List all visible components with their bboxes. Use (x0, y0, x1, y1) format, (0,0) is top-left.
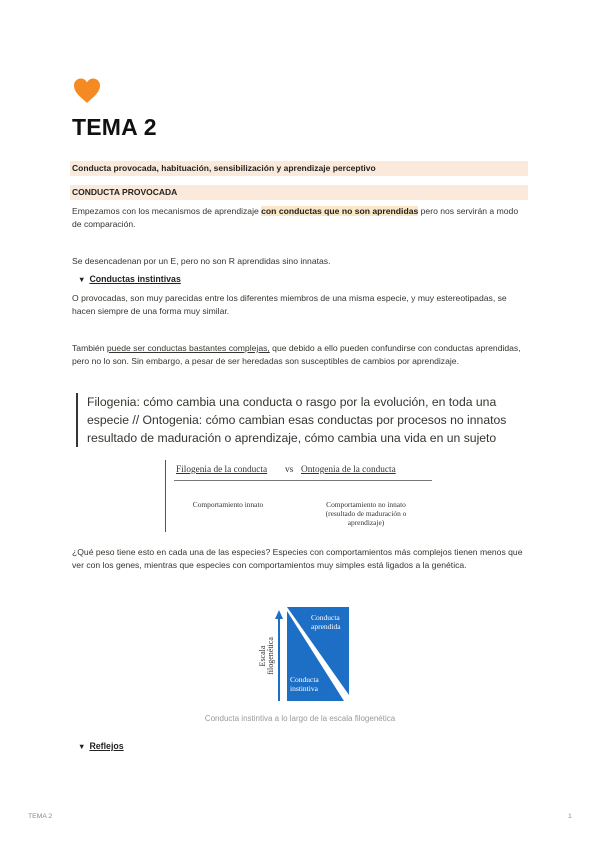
intro-paragraph (72, 205, 528, 230)
label-conducta-instintiva-1: Conducta (290, 675, 319, 684)
heart-shape (74, 79, 100, 104)
toggle-label: Conductas instintivas (89, 274, 181, 284)
table-header-filogenia: Filogenia de la conducta (176, 465, 268, 475)
toggle-triangle-icon[interactable]: ▼ (78, 742, 86, 751)
complejas-post: que debido a ello pueden confundirse con conductas aprendidas, pero no lo son. Sin embargo, a pesar de ser heredadas son susceptibles de cambios por aprendizaje. (72, 343, 521, 366)
paragraph-e-r: Se desencadenan por un E, pero no son R aprendidas sino innatas. (72, 256, 331, 266)
paragraph-provocadas: O provocadas, son muy parecidas entre los diferentes miembros de una misma especie, y muy estereotipadas, se hacen siempre de una forma muy similar. (72, 293, 507, 316)
label-conducta-aprendida-1: Conducta (311, 613, 340, 622)
table-cell-innato: Comportamiento innato (192, 500, 264, 509)
quote-block: Filogenia: cómo cambia una conducta o rasgo por la evolución, en toda una especie // Ontogenia: cómo cambian esas conductas por procesos no innatos resultado de maduración o aprendizaje, cómo cambia una vida en un sujeto (76, 393, 528, 447)
footer-page-number: 1 (568, 813, 572, 820)
figure-caption: Conducta instintiva a lo largo de la escala filogenética (204, 714, 396, 723)
toggle-conductas-instintivas[interactable] (78, 274, 181, 284)
label-conducta-aprendida-2: aprendida (311, 622, 341, 631)
toggle-reflejos[interactable] (78, 741, 124, 751)
page-title: TEMA 2 (72, 114, 157, 140)
axis-label-escala: Escala (258, 645, 267, 667)
table-header-ontogenia: Ontogenia de la conducta (301, 465, 396, 475)
section-heading: CONDUCTA PROVOCADA (70, 185, 528, 200)
table-header-rule (174, 480, 432, 481)
label-conducta-instintiva-2: instintiva (290, 684, 318, 693)
toggle-triangle-icon[interactable]: ▼ (78, 275, 86, 284)
axis-label-filogenetica: filogenética (266, 637, 275, 675)
orange-heart-icon (72, 76, 102, 106)
subtitle-bar: Conducta provocada, habituación, sensibilización y aprendizaje perceptivo (70, 161, 528, 176)
filogenia-ontogenia-image (165, 460, 435, 532)
intro-post: pero nos servirán a modo de comparación. (72, 206, 519, 229)
arrow-up-icon (275, 610, 283, 619)
footer-title: TEMA 2 (28, 813, 53, 820)
intro-pre: Empezamos con los mecanismos de aprendizaje (72, 206, 262, 216)
table-left-border (165, 460, 166, 532)
table-cell-no-innato: Comportamiento no innato (resultado de maduración o aprendizaje) (325, 500, 407, 527)
complejas-pre: También (72, 343, 107, 353)
escala-filogenetica-figure (252, 606, 350, 702)
complejas-underlined: puede ser conductas bastantes complejas, (106, 343, 270, 353)
toggle-label: Reflejos (89, 741, 124, 751)
paragraph-complejas (72, 342, 528, 367)
table-header-vs: vs (285, 465, 294, 475)
paragraph-peso: ¿Qué peso tiene esto en cada una de las especies? Especies con comportamientos más complejos tienen menos que ver con los genes, mientras que especies con comportamientos muy simples está ligados a la genética. (72, 547, 523, 570)
intro-highlight: con conductas que no son aprendidas (261, 206, 419, 216)
